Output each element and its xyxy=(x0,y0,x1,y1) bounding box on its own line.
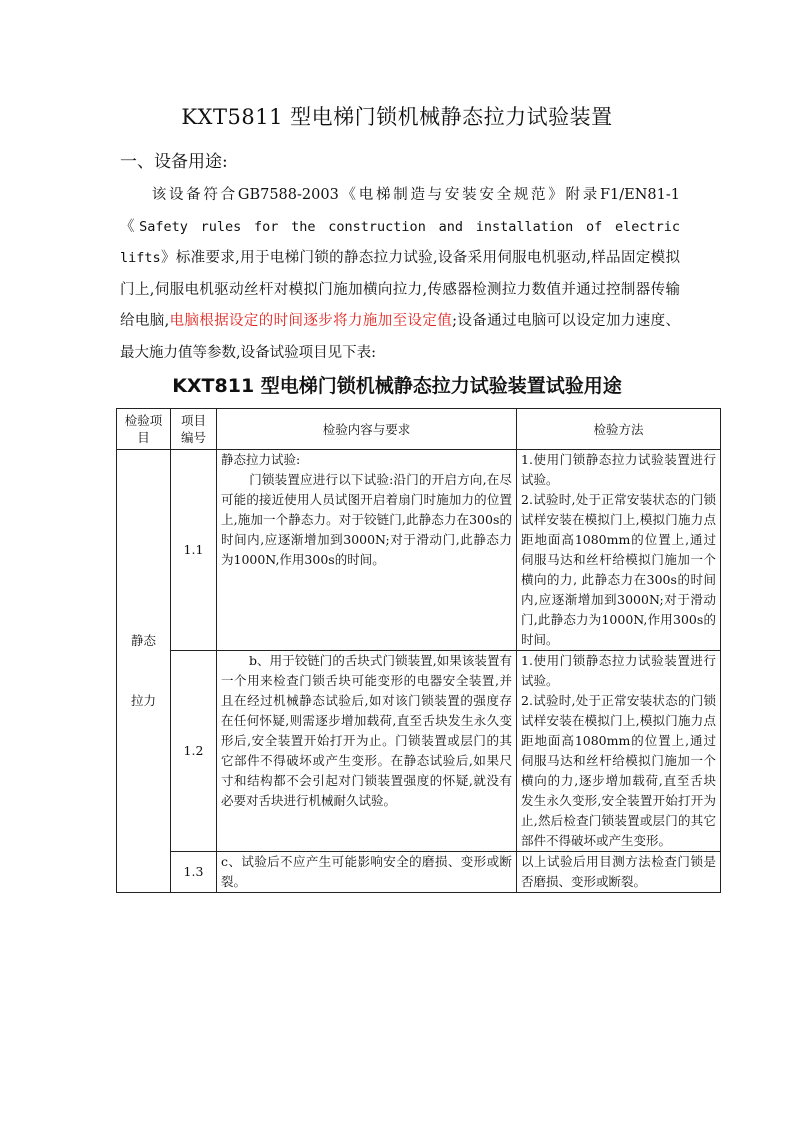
document-title: KXT5811 型电梯门锁机械静态拉力试验装置 xyxy=(181,105,613,129)
intro-text-3: ;设备通过电脑可以设定加力速度、最大施力值等参数,设备试验项目见下表: xyxy=(120,313,681,361)
category-cell xyxy=(117,450,171,893)
content-cell xyxy=(217,651,517,852)
content-cell: c、试验后不应产生可能影响安全的磨损、变形或断裂。 xyxy=(217,852,517,893)
header-content: 检验内容与要求 xyxy=(217,409,517,450)
header-item-no: 项目编号 xyxy=(171,409,217,450)
method-cell: 以上试验后用目测方法检查门锁是否磨损、变形或断裂。 xyxy=(517,852,721,893)
item-no-cell: 1.2 xyxy=(171,651,217,852)
header-category: 检验项目 xyxy=(117,409,171,450)
intro-paragraph xyxy=(120,180,680,369)
item-no-cell: 1.1 xyxy=(171,450,217,651)
content-cell xyxy=(217,450,517,651)
intro-highlight: 电脑根据设定的时间逐步将力施加至设定值 xyxy=(169,313,453,329)
content-title: 静态拉力试验: xyxy=(221,452,301,467)
method-cell: 1.使用门锁静态拉力试验装置进行试验。 2.试验时,处于正常安装状态的门锁试样安装在模拟门上,模拟门施力点距地面高1080mm的位置上,通过伺服马达和丝杆给模拟门施加一个横向的力,逐步增加载荷,直至舌块发生永久变形,安全装置开始打开为止,然后检查门锁装置或层门的其它部件不得破坏或产生变形。 xyxy=(517,651,721,852)
category-line-2: 拉力 xyxy=(130,693,156,708)
intro-text-1: 该设备符合GB7588-2003《电梯制造与安装安全规范》附录F1/EN81-1《 xyxy=(120,187,680,235)
content-text: 门锁装置应进行以下试验:沿门的开启方向,在尽可能的接近使用人员试图开启着扇门时施加力的位置上,施加一个静态力。对于铰链门,此静态力在300s的时间内,应逐渐增加到3000N;对于滑动门,此静态力为1000N,作用300s的时间。 xyxy=(221,472,512,567)
content-text: b、用于铰链门的舌块式门锁装置,如果该装置有一个用来检查门锁舌块可能变形的电器安全装置,并且在经过机械静态试验后,如对该门锁装置的强度存在任何怀疑,则需逐步增加载荷,直至舌块发生永久变形后,安全装置开始打开为止。门锁装置或层门的其它部件不得破坏或产生变形。在静态试验后,如果尺寸和结构都不会引起对门锁装置强度的怀疑,就没有必要对舌块进行机械耐久试验。 xyxy=(221,653,512,808)
table-header-row xyxy=(117,409,721,450)
test-items-table xyxy=(116,408,721,893)
header-method: 检验方法 xyxy=(517,409,721,450)
section-heading: 一、设备用途: xyxy=(120,152,228,172)
category-line-1: 静态 xyxy=(130,633,156,648)
table-row xyxy=(117,450,721,651)
intro-text-2: 》标准要求,用于电梯门锁的静态拉力试验,设备采用伺服电机驱动,样品固定模拟门上,伺服电机驱动丝杆对模拟门施加横向拉力,传感器检测拉力数值并通过控制器传输给电脑, xyxy=(120,250,680,329)
method-cell: 1.使用门锁静态拉力试验装置进行试验。 2.试验时,处于正常安装状态的门锁试样安装在模拟门上,模拟门施力点距地面高1080mm的位置上,通过伺服马达和丝杆给模拟门施加一个横向的力, 此静态力在300s的时间内,应逐渐增加到3000N;对于滑动门,此静态力为1000N,作用300s的时间。 xyxy=(517,450,721,651)
table-row xyxy=(117,852,721,893)
intro-standard-name: Safety rules for the construction and installation of electric lifts xyxy=(120,218,680,266)
table-title: KXT811 型电梯门锁机械静态拉力试验装置试验用途 xyxy=(172,375,622,397)
item-no-cell: 1.3 xyxy=(171,852,217,893)
table-row xyxy=(117,651,721,852)
